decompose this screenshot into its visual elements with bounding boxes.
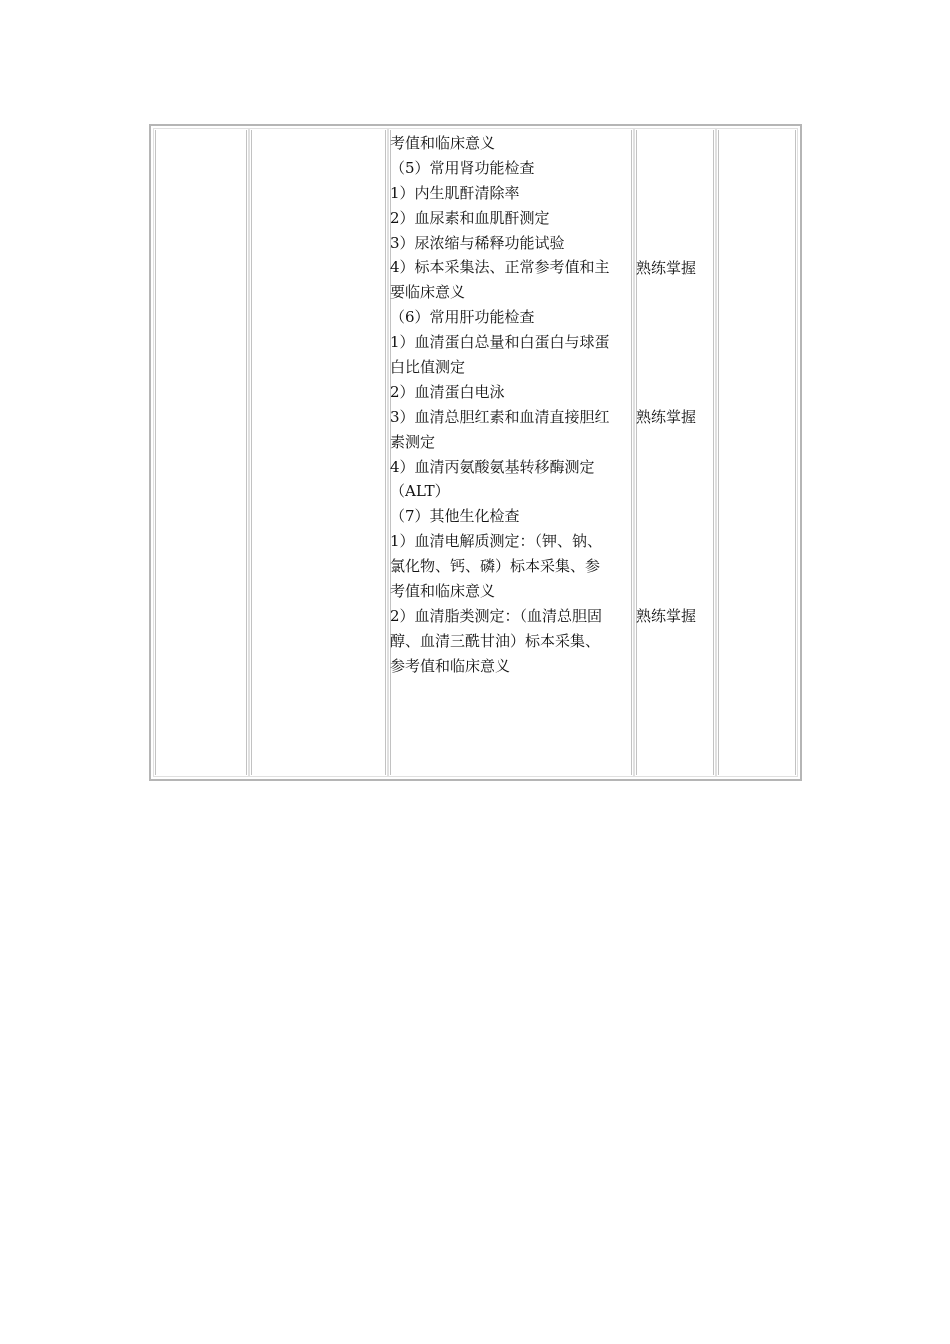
content-line: 4）标本采集法、正常参考值和主	[390, 258, 610, 277]
table-column-notes	[718, 130, 796, 775]
content-line: （ALT）	[390, 482, 450, 501]
content-line: 3）尿浓缩与稀释功能试验	[390, 233, 565, 252]
table-column-unit	[155, 130, 247, 775]
content-line: 2）血尿素和血肌酐测定	[390, 208, 550, 227]
content-line: 1）内生肌酐清除率	[390, 183, 520, 202]
content-line: 考值和临床意义	[390, 582, 496, 601]
content-line: 考值和临床意义	[390, 134, 496, 152]
content-line: （7）其他生化检查	[390, 507, 520, 526]
content-line: 3）血清总胆红素和血清直接胆红	[390, 407, 610, 426]
content-line: 4）血清丙氨酸氨基转移酶测定	[390, 457, 595, 476]
content-line: 素测定	[390, 432, 436, 451]
content-line: 要临床意义	[390, 283, 466, 302]
table-column-topic	[251, 130, 386, 775]
content-line: （5）常用肾功能检查	[390, 158, 535, 177]
table-column-requirement	[636, 130, 714, 775]
content-line: 1）血清电解质测定：（钾、钠、	[390, 532, 603, 551]
content-line: 醇、血清三酰甘油）标本采集、	[390, 631, 601, 650]
content-list	[390, 131, 640, 679]
requirement-label: 熟练掌握	[636, 259, 697, 277]
content-line: 2）血清脂类测定：（血清总胆固	[390, 606, 603, 625]
syllabus-table	[149, 124, 802, 781]
content-line: 1）血清蛋白总量和白蛋白与球蛋	[390, 333, 610, 352]
content-line: 氯化物、钙、磷）标本采集、参	[390, 557, 601, 576]
requirement-label: 熟练掌握	[636, 408, 697, 426]
content-line: 参考值和临床意义	[390, 656, 511, 675]
content-line: （6）常用肝功能检查	[390, 308, 535, 327]
content-line: 白比值测定	[390, 358, 466, 377]
content-line: 2）血清蛋白电泳	[390, 382, 505, 401]
requirement-label: 熟练掌握	[636, 607, 697, 625]
